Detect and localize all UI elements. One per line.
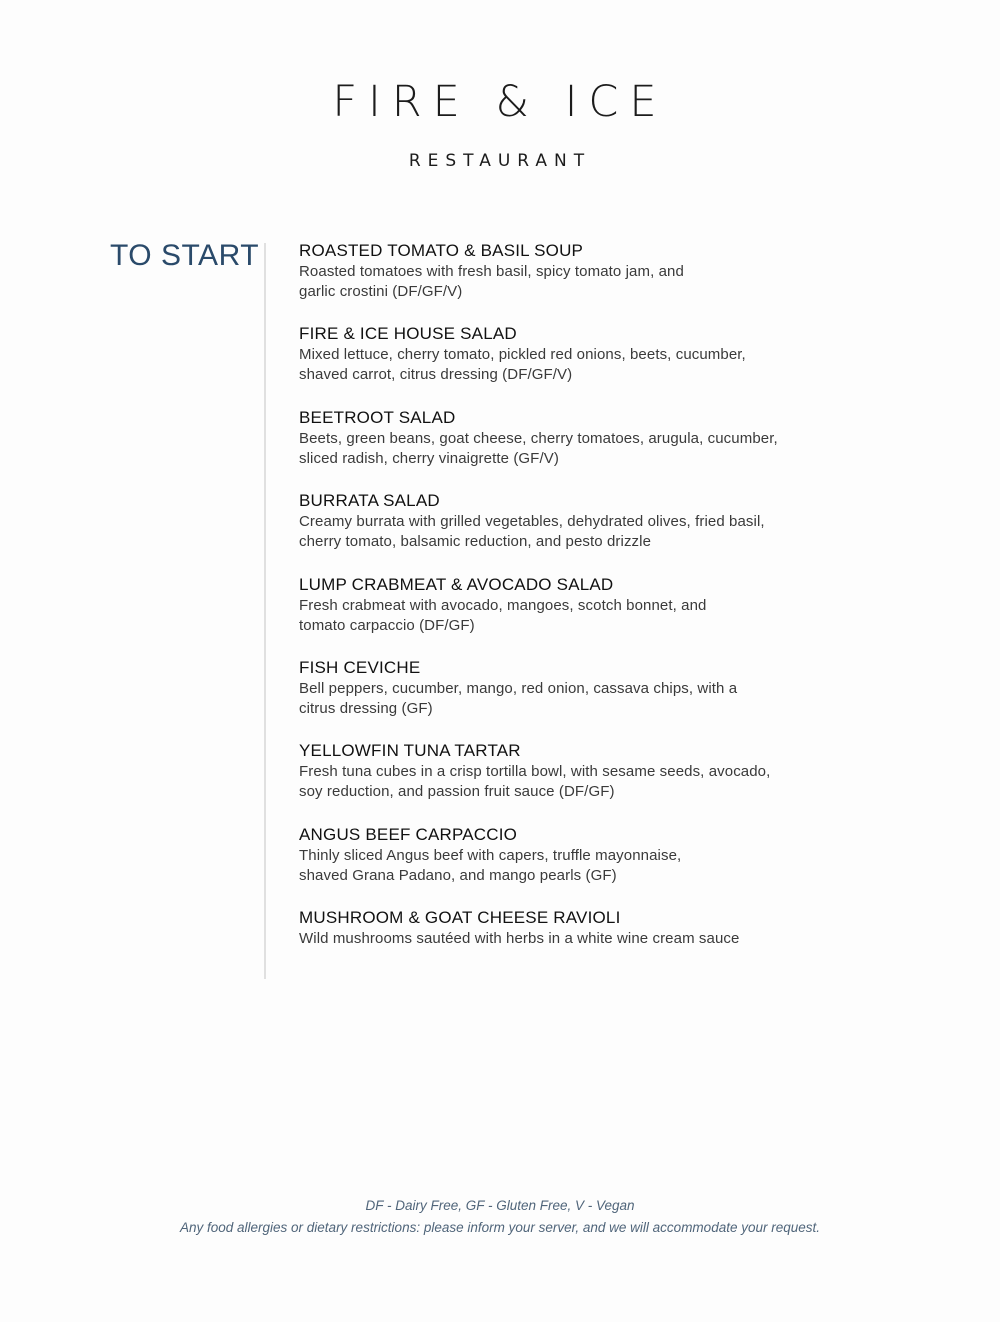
menu-item-description-line: Beets, green beans, goat cheese, cherry tomatoes, arugula, cucumber, xyxy=(299,429,778,447)
menu-item-name: FISH CEVICHE xyxy=(299,657,421,677)
section-title: TO START xyxy=(110,239,260,272)
menu-item-description xyxy=(299,762,859,802)
menu-item-description-line: Mixed lettuce, cherry tomato, pickled red onions, beets, cucumber, xyxy=(299,346,746,364)
menu-item-description-line: Fresh tuna cubes in a crisp tortilla bowl, with sesame seeds, avocado, xyxy=(299,763,771,781)
menu-item-description-line: Roasted tomatoes with fresh basil, spicy tomato jam, and xyxy=(299,263,684,280)
menu-item-description-line: soy reduction, and passion fruit sauce (DF/GF) xyxy=(299,783,615,801)
menu-item-name: LUMP CRABMEAT & AVOCADO SALAD xyxy=(299,574,614,594)
restaurant-subtitle: RESTAURANT xyxy=(408,151,592,171)
menu-item xyxy=(299,240,859,323)
footer xyxy=(0,1195,1000,1239)
menu-item xyxy=(299,657,859,740)
menu-item-description xyxy=(299,596,859,636)
menu-item-description-line: sliced radish, cherry vinaigrette (GF/V) xyxy=(299,449,559,467)
menu-item-description-line: cherry tomato, balsamic reduction, and pesto drizzle xyxy=(299,533,652,551)
menu-item xyxy=(299,490,859,573)
menu-item xyxy=(299,907,859,990)
menu-item-description xyxy=(299,929,859,949)
menu-item xyxy=(299,740,859,823)
menu-item-description-line: Bell peppers, cucumber, mango, red onion, cassava chips, with a xyxy=(299,679,738,697)
menu-item-description-line: Wild mushrooms sautéed with herbs in a white wine cream sauce xyxy=(299,930,740,948)
restaurant-name: FIRE & ICE xyxy=(332,77,668,127)
menu-item xyxy=(299,407,859,490)
menu-item-description-line: Fresh crabmeat with avocado, mangoes, scotch bonnet, and xyxy=(299,596,707,614)
menu-item xyxy=(299,574,859,657)
menu-item-list xyxy=(299,240,859,991)
menu-item xyxy=(299,323,859,406)
menu-item-description-line: shaved carrot, citrus dressing (DF/GF/V) xyxy=(299,366,573,384)
menu-item-description-line: shaved Grana Padano, and mango pearls (GF) xyxy=(299,866,617,884)
menu-item-description xyxy=(299,512,859,552)
menu-item-description-line: Thinly sliced Angus beef with capers, truffle mayonnaise, xyxy=(299,846,682,864)
menu-item-description-line: tomato carpaccio (DF/GF) xyxy=(299,616,475,634)
menu-item-description xyxy=(299,679,859,719)
menu-item-name: BEETROOT SALAD xyxy=(299,407,456,427)
dietary-legend: DF - Dairy Free, GF - Gluten Free, V - Vegan xyxy=(365,1198,635,1213)
menu-item-description xyxy=(299,429,859,469)
menu-item-name: FIRE & ICE HOUSE SALAD xyxy=(299,324,517,344)
menu-item-name: ROASTED TOMATO & BASIL SOUP xyxy=(299,241,584,260)
menu-item-name: MUSHROOM & GOAT CHEESE RAVIOLI xyxy=(299,908,621,928)
menu-item-description xyxy=(299,345,859,385)
section-divider xyxy=(264,243,266,979)
menu-item-description xyxy=(299,846,859,886)
menu-item-name: ANGUS BEEF CARPACCIO xyxy=(299,824,518,844)
menu-item-description-line: citrus dressing (GF) xyxy=(299,699,433,717)
menu-item-description-line: Creamy burrata with grilled vegetables, dehydrated olives, fried basil, xyxy=(299,513,765,531)
menu-item-description xyxy=(299,262,859,302)
allergy-note: Any food allergies or dietary restrictions: please inform your server, and we will accommodate your request. xyxy=(179,1220,821,1235)
menu-item-name: YELLOWFIN TUNA TARTAR xyxy=(299,741,521,761)
menu-item xyxy=(299,824,859,907)
menu-item-name: BURRATA SALAD xyxy=(299,491,440,511)
menu-item-description-line: garlic crostini (DF/GF/V) xyxy=(299,283,463,300)
